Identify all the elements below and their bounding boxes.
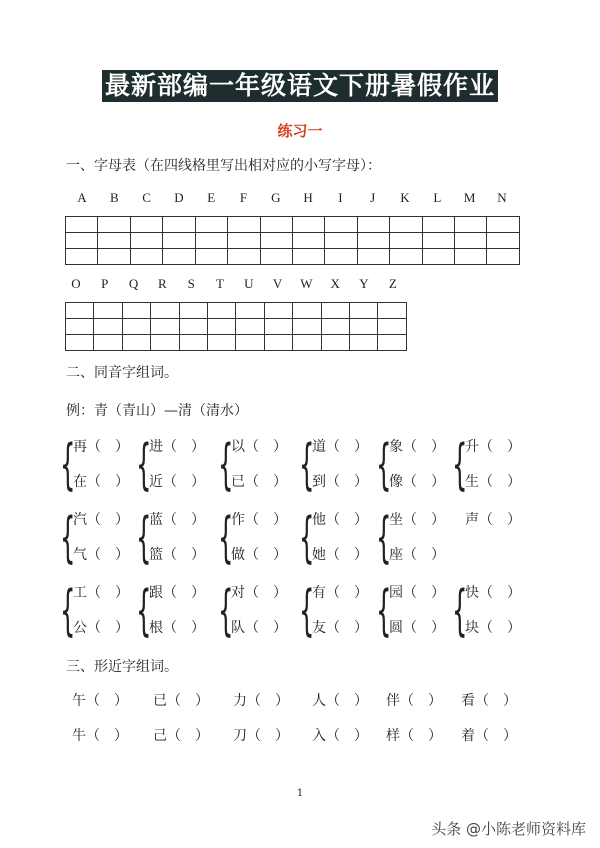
grid-cell[interactable]	[98, 233, 130, 249]
homophone-item[interactable]: 友（ ）	[312, 620, 368, 636]
grid-cell[interactable]	[236, 303, 264, 319]
watermark: 头条 @小陈老师资料库	[431, 820, 586, 838]
grid-cell[interactable]	[260, 249, 292, 265]
homophone-item[interactable]: 跟（ ）	[149, 585, 205, 601]
grid-cell[interactable]	[66, 319, 94, 335]
letter-A: A	[77, 190, 87, 205]
grid-cell[interactable]	[292, 217, 324, 233]
grid-cell[interactable]	[325, 233, 357, 249]
letter-H: H	[303, 190, 313, 205]
section2-heading: 二、同音字组词。	[66, 365, 178, 381]
grid-cell[interactable]	[98, 249, 130, 265]
similar-char-item[interactable]: 样（ ）	[386, 728, 442, 744]
homophone-item[interactable]: 快（ ）	[465, 585, 521, 601]
grid-cell[interactable]	[487, 233, 520, 249]
grid-cell[interactable]	[66, 217, 98, 233]
homophone-item[interactable]: 圆（ ）	[389, 620, 445, 636]
brace-icon: {	[299, 579, 315, 642]
brace-icon: {	[299, 433, 315, 496]
page-number: 1	[296, 788, 304, 799]
homophone-item[interactable]: 座（ ）	[389, 547, 445, 563]
brace-icon: {	[452, 433, 468, 496]
similar-char-item[interactable]: 已（ ）	[153, 693, 209, 709]
exercise-subtitle: 练习一	[277, 122, 323, 140]
grid-cell[interactable]	[228, 249, 260, 265]
homophone-item[interactable]: 升（ ）	[465, 439, 521, 455]
grid-cell[interactable]	[195, 217, 227, 233]
homophone-item[interactable]: 篮（ ）	[149, 547, 205, 563]
section3-heading: 三、形近字组词。	[66, 659, 178, 675]
homophone-item[interactable]: 进（ ）	[149, 439, 205, 455]
homophone-item[interactable]: 汽（ ）	[73, 512, 129, 528]
brace-icon: {	[218, 506, 234, 569]
letter-W: W	[300, 276, 313, 291]
grid-cell[interactable]	[66, 233, 98, 249]
homophone-item[interactable]: 声（ ）	[465, 512, 521, 528]
section1-heading: 一、字母表（在四线格里写出相对应的小写字母）：	[66, 158, 381, 174]
letter-L: L	[433, 190, 442, 205]
grid-cell[interactable]	[163, 249, 195, 265]
grid-cell[interactable]	[151, 303, 179, 319]
grid-cell[interactable]	[487, 249, 520, 265]
letter-K: K	[400, 190, 410, 205]
similar-char-item[interactable]: 看（ ）	[461, 693, 517, 709]
letter-D: D	[174, 190, 184, 205]
grid-cell[interactable]	[292, 249, 324, 265]
brace-icon: {	[218, 579, 234, 642]
grid-cell[interactable]	[487, 217, 520, 233]
grid-cell[interactable]	[195, 233, 227, 249]
homophone-item[interactable]: 作（ ）	[231, 512, 287, 528]
homophone-item[interactable]: 块（ ）	[465, 620, 521, 636]
letter-V: V	[272, 276, 283, 291]
grid-cell[interactable]	[208, 319, 236, 335]
grid-cell[interactable]	[455, 233, 487, 249]
grid-cell[interactable]	[357, 217, 389, 233]
brace-icon: {	[60, 433, 76, 496]
brace-icon: {	[376, 579, 392, 642]
letter-Q: Q	[128, 276, 139, 291]
grid-cell[interactable]	[390, 217, 422, 233]
grid-cell[interactable]	[378, 319, 407, 335]
grid-cell[interactable]	[321, 303, 349, 319]
page-title: 最新部编一年级语文下册暑假作业	[102, 70, 498, 102]
homophone-item[interactable]: 队（ ）	[231, 620, 287, 636]
grid-cell[interactable]	[122, 335, 150, 351]
similar-char-item[interactable]: 着（ ）	[461, 728, 517, 744]
homophone-item[interactable]: 她（ ）	[312, 547, 368, 563]
grid-cell[interactable]	[390, 249, 422, 265]
homophone-item[interactable]: 对（ ）	[231, 585, 287, 601]
letter-T: T	[216, 276, 224, 291]
brace-icon: {	[60, 506, 76, 569]
grid-cell[interactable]	[66, 335, 94, 351]
grid-cell[interactable]	[228, 233, 260, 249]
grid-cell[interactable]	[455, 217, 487, 233]
letter-Z: Z	[388, 276, 397, 291]
letter-row-2	[0, 276, 600, 292]
grid-cell[interactable]	[350, 335, 378, 351]
homophone-item[interactable]: 工（ ）	[73, 585, 129, 601]
letter-O: O	[71, 276, 81, 291]
grid-cell[interactable]	[422, 249, 454, 265]
grid-cell[interactable]	[122, 319, 150, 335]
brace-icon: {	[452, 579, 468, 642]
grid-cell[interactable]	[378, 303, 407, 319]
letter-Y: Y	[359, 276, 369, 291]
homophone-item[interactable]: 生（ ）	[465, 474, 521, 490]
homophone-item[interactable]: 道（ ）	[312, 439, 368, 455]
grid-cell[interactable]	[260, 217, 292, 233]
homophone-item[interactable]: 他（ ）	[312, 512, 368, 528]
grid-cell[interactable]	[350, 319, 378, 335]
grid-cell[interactable]	[378, 335, 407, 351]
homophone-item[interactable]: 根（ ）	[149, 620, 205, 636]
grid-cell[interactable]	[350, 303, 378, 319]
grid-cell[interactable]	[130, 249, 162, 265]
grid-cell[interactable]	[208, 303, 236, 319]
grid-cell[interactable]	[422, 233, 454, 249]
letter-N: N	[497, 190, 507, 205]
letter-G: G	[271, 190, 281, 205]
similar-char-item[interactable]: 刀（ ）	[233, 728, 289, 744]
grid-cell[interactable]	[179, 303, 207, 319]
grid-cell[interactable]	[236, 319, 264, 335]
homophone-item[interactable]: 公（ ）	[73, 620, 129, 636]
grid-cell[interactable]	[357, 249, 389, 265]
homophone-item[interactable]: 再（ ）	[73, 439, 129, 455]
grid-cell[interactable]	[195, 249, 227, 265]
homophone-item[interactable]: 坐（ ）	[389, 512, 445, 528]
grid-cell[interactable]	[122, 303, 150, 319]
grid-cell[interactable]	[236, 335, 264, 351]
letter-P: P	[101, 276, 109, 291]
grid-cell[interactable]	[321, 335, 349, 351]
letter-B: B	[109, 190, 119, 205]
letter-M: M	[463, 190, 476, 205]
letter-U: U	[244, 276, 254, 291]
similar-char-item[interactable]: 力（ ）	[233, 693, 289, 709]
grid-cell[interactable]	[163, 233, 195, 249]
homophone-item[interactable]: 有（ ）	[312, 585, 368, 601]
brace-icon: {	[376, 433, 392, 496]
section2-example: 例：青（青山）—清（清水）	[66, 403, 248, 419]
letter-I: I	[338, 190, 343, 205]
grid-cell[interactable]	[390, 233, 422, 249]
grid-cell[interactable]	[98, 217, 130, 233]
grid-cell[interactable]	[130, 233, 162, 249]
grid-cell[interactable]	[325, 217, 357, 233]
grid-cell[interactable]	[94, 335, 122, 351]
grid-cell[interactable]	[293, 335, 321, 351]
similar-char-item[interactable]: 伴（ ）	[386, 693, 442, 709]
grid-cell[interactable]	[179, 335, 207, 351]
brace-icon: {	[136, 433, 152, 496]
similar-char-item[interactable]: 己（ ）	[153, 728, 209, 744]
letter-R: R	[158, 276, 167, 291]
four-line-grid-2[interactable]	[65, 302, 407, 351]
brace-icon: {	[376, 506, 392, 569]
grid-cell[interactable]	[228, 217, 260, 233]
grid-cell[interactable]	[455, 249, 487, 265]
letter-row-1	[0, 190, 600, 206]
homophone-item[interactable]: 气（ ）	[73, 547, 129, 563]
similar-char-item[interactable]: 人（ ）	[312, 693, 368, 709]
grid-cell[interactable]	[66, 249, 98, 265]
grid-cell[interactable]	[151, 319, 179, 335]
homophone-item[interactable]: 做（ ）	[231, 547, 287, 563]
homophone-item[interactable]: 已（ ）	[231, 474, 287, 490]
grid-cell[interactable]	[94, 303, 122, 319]
brace-icon: {	[299, 506, 315, 569]
grid-cell[interactable]	[422, 217, 454, 233]
letter-X: X	[330, 276, 340, 291]
grid-cell[interactable]	[292, 233, 324, 249]
brace-icon: {	[136, 579, 152, 642]
grid-cell[interactable]	[208, 335, 236, 351]
grid-cell[interactable]	[260, 233, 292, 249]
homophone-item[interactable]: 园（ ）	[389, 585, 445, 601]
similar-char-item[interactable]: 牛（ ）	[72, 728, 128, 744]
letter-S: S	[187, 276, 195, 291]
letter-J: J	[370, 190, 376, 205]
grid-cell[interactable]	[264, 319, 292, 335]
homophone-item[interactable]: 以（ ）	[231, 439, 287, 455]
brace-icon: {	[218, 433, 234, 496]
grid-cell[interactable]	[357, 233, 389, 249]
homophone-item[interactable]: 在（ ）	[73, 474, 129, 490]
grid-cell[interactable]	[130, 217, 162, 233]
homophone-item[interactable]: 像（ ）	[389, 474, 445, 490]
grid-cell[interactable]	[151, 335, 179, 351]
similar-char-item[interactable]: 入（ ）	[312, 728, 368, 744]
letter-F: F	[239, 190, 248, 205]
brace-icon: {	[136, 506, 152, 569]
grid-cell[interactable]	[179, 319, 207, 335]
homophone-item[interactable]: 到（ ）	[312, 474, 368, 490]
grid-cell[interactable]	[321, 319, 349, 335]
letter-E: E	[207, 190, 216, 205]
homophone-item[interactable]: 蓝（ ）	[149, 512, 205, 528]
brace-icon: {	[60, 579, 76, 642]
homophone-item[interactable]: 近（ ）	[149, 474, 205, 490]
similar-char-item[interactable]: 午（ ）	[72, 693, 128, 709]
grid-cell[interactable]	[66, 303, 94, 319]
grid-cell[interactable]	[264, 303, 292, 319]
grid-cell[interactable]	[325, 249, 357, 265]
grid-cell[interactable]	[293, 319, 321, 335]
grid-cell[interactable]	[94, 319, 122, 335]
homophone-item[interactable]: 象（ ）	[389, 439, 445, 455]
grid-cell[interactable]	[264, 335, 292, 351]
letter-C: C	[142, 190, 151, 205]
grid-cell[interactable]	[163, 217, 195, 233]
four-line-grid-1[interactable]	[65, 216, 520, 265]
grid-cell[interactable]	[293, 303, 321, 319]
